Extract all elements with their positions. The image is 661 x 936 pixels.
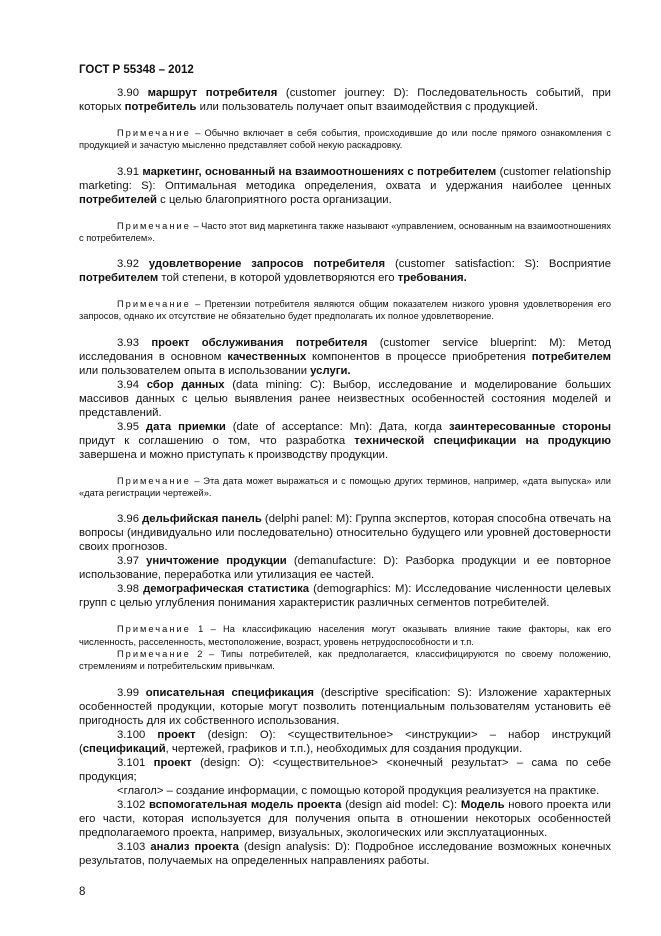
note-paragraph bbox=[79, 298, 611, 323]
term-definition bbox=[79, 86, 611, 114]
text-run: – Претензии потребителя являются общим показателем низкого уровня удовлетворения его запросов, однако их отсутствие не обязательно будет предполагать их полное удовлетворение. bbox=[79, 299, 611, 322]
bold-term: заинтересованные стороны bbox=[449, 420, 611, 433]
note-paragraph bbox=[79, 127, 611, 152]
bold-term: проект bbox=[153, 756, 192, 769]
bold-term: спецификаций bbox=[82, 742, 166, 755]
text-run: (design aid model: C): bbox=[341, 798, 461, 811]
text-run: 3.96 bbox=[117, 513, 143, 526]
term-definition bbox=[79, 686, 611, 728]
text-run: той степени, в которой удовлетворяются его bbox=[158, 272, 398, 285]
bold-term: потребителем bbox=[79, 272, 159, 285]
bold-term: описательная спецификация bbox=[145, 686, 315, 699]
text-run: нового проекта или его части, которая используется для получения опыта в отношении некоторых особенностей предполагаемого проекта, например, визуальных, экологических или эксплуатационных. bbox=[79, 798, 611, 839]
text-run: 3.99 bbox=[117, 686, 146, 699]
term-definition bbox=[79, 378, 611, 420]
document-header: ГОСТ Р 55348 – 2012 bbox=[79, 64, 194, 76]
term-definition bbox=[79, 756, 611, 784]
note-label: Примечание bbox=[117, 475, 191, 486]
text-run: , чертежей, графиков и т.п.), необходимых для создания продукции. bbox=[165, 742, 523, 755]
bold-term: уничтожение продукции bbox=[146, 555, 287, 568]
text-run: (demographics: M): Исследование численности целевых групп с целью углубления понимания характеристик различных сегментов потребителей. bbox=[79, 583, 611, 610]
note-paragraph bbox=[79, 220, 611, 245]
text-run: – Обычно включает в себя события, происходившие до или после прямого ознакомления с продукцией и зачастую мысленно представляет собой некую раскадровку. bbox=[79, 128, 611, 151]
text-run: 3.94 bbox=[117, 378, 147, 391]
bold-term: потребителем bbox=[531, 350, 611, 363]
bold-term: дельфийская панель bbox=[142, 513, 262, 526]
text-run: (descriptive specification: S): Изложение характерных особенностей продукции, которые могут позволить потенциальным пользователям установить её пригодность для их собственного использования. bbox=[79, 686, 611, 727]
text-run: 2 – Типы потребителей, как предполагается, классифицируются по своему положению, стремлениям и потребительским привычкам. bbox=[79, 648, 611, 672]
note-label: Примечание bbox=[117, 220, 191, 231]
text-run: (customer journey: D): Последовательность событий, при которых bbox=[79, 87, 611, 113]
text-run: компонентов в процессе приобретения bbox=[306, 350, 532, 363]
term-definition bbox=[79, 798, 611, 840]
term-definition bbox=[79, 728, 611, 756]
text-run: (date of acceptance: Mn): Дата, когда bbox=[225, 420, 450, 433]
text-run: <глагол> – создание информации, с помощью которой продукция реализуется на практике. bbox=[117, 784, 600, 797]
bold-term: вспомогательная модель проекта bbox=[148, 798, 342, 811]
term-definition bbox=[79, 582, 611, 610]
text-run: 3.100 bbox=[117, 728, 158, 741]
text-run: – Эта дата может выражаться и с помощью других терминов, например, «дата выпуска» или «дата регистрации чертежей». bbox=[79, 475, 611, 499]
text-run: 3.102 bbox=[117, 798, 149, 811]
text-run: (customer service blueprint: M): Метод исследования в основном bbox=[79, 336, 611, 363]
note-label: Примечание bbox=[117, 624, 191, 635]
term-definition bbox=[79, 257, 611, 285]
text-run: (customer satisfaction: S): Восприятие bbox=[385, 258, 611, 271]
note-label: Примечание bbox=[117, 299, 191, 310]
text-run: завершена и можно приступать к производству продукции. bbox=[79, 448, 389, 461]
term-definition bbox=[79, 784, 611, 798]
term-definition bbox=[79, 420, 611, 462]
text-run: 3.90 bbox=[117, 87, 148, 99]
page-number: 8 bbox=[79, 886, 86, 898]
bold-term: проект bbox=[157, 728, 196, 741]
text-run: 3.103 bbox=[117, 840, 151, 853]
text-run: 3.91 bbox=[117, 165, 143, 178]
bold-term: потребителей bbox=[79, 193, 158, 206]
text-run: (demanufacture: D): Разборка продукции и ее повторное использование, переработка или утилизация ее частей. bbox=[79, 555, 611, 582]
term-definition bbox=[79, 512, 611, 554]
note-label: Примечание bbox=[117, 648, 191, 659]
term-definition bbox=[79, 336, 611, 378]
text-run: (data mining: C): Выбор, исследование и моделирование больших массивов данных с целью выявления ранее неизвестных особенностей состояния моделей и представлений. bbox=[79, 378, 611, 419]
text-run: 3.98 bbox=[117, 583, 144, 596]
note-label: Примечание bbox=[117, 128, 191, 138]
bold-term: проект обслуживания потребителя bbox=[151, 336, 368, 349]
text-run: 3.93 bbox=[117, 336, 152, 349]
document-body bbox=[79, 86, 611, 868]
bold-term: качественных bbox=[227, 350, 307, 363]
text-run: или пользователь получает опыт взаимодействия с продукцией. bbox=[196, 101, 538, 113]
text-run: 3.92 bbox=[117, 258, 149, 271]
bold-term: маршрут потребителя bbox=[147, 87, 278, 99]
text-run: придут к соглашению о том, что разработка bbox=[79, 434, 355, 447]
text-run: – Часто этот вид маркетинга также называют «управлением, основанным на взаимоотношениях с потребителем». bbox=[79, 220, 611, 243]
bold-term: дата приемки bbox=[145, 420, 226, 433]
bold-term: сбор данных bbox=[146, 378, 225, 391]
bold-term: Модель bbox=[460, 798, 505, 811]
note-paragraph bbox=[79, 648, 611, 673]
text-run: (delphi panel: M): Группа экспертов, которая способна отвечать на вопросы (индивидуально или последовательно) относительно будущего или уровней достоверности своих прогнозов. bbox=[79, 513, 611, 554]
text-run: с целью благоприятного роста организации. bbox=[157, 193, 392, 206]
bold-term: маркетинг, основанный на взаимоотношениях с потребителем bbox=[142, 165, 497, 178]
bold-term: услуги. bbox=[310, 364, 351, 377]
text-run: или пользователем опыта в использовании bbox=[79, 364, 311, 377]
bold-term: анализ проекта bbox=[150, 840, 239, 853]
text-run: (design analysis: D): Подробное исследование возможных конечных результатов, получаемых на определенных направлениях работы. bbox=[79, 840, 611, 867]
text-run: 3.95 bbox=[117, 420, 146, 433]
bold-term: требования. bbox=[397, 272, 467, 285]
text-run: 3.97 bbox=[117, 555, 147, 568]
bold-term: технической спецификации на продукцию bbox=[354, 434, 612, 447]
bold-term: демографическая статистика bbox=[143, 583, 310, 596]
text-run: (design: O): <существительное> <инструкции> – набор инструкций ( bbox=[79, 728, 611, 755]
text-run: 3.101 bbox=[117, 756, 154, 769]
bold-term: потребитель bbox=[124, 101, 197, 113]
term-definition bbox=[79, 554, 611, 582]
note-paragraph bbox=[79, 475, 611, 500]
text-run: 1 – На классификацию населения могут оказывать влияние такие факторы, как его численность, расселенность, местоположение, возраст, уровень нетрудоспособности и т.п. bbox=[79, 624, 611, 647]
bold-term: удовлетворение запросов потребителя bbox=[148, 258, 386, 271]
text-run: (design: O): <существительное> <конечный результат> – сама по себе продукция; bbox=[79, 756, 611, 783]
term-definition bbox=[79, 165, 611, 207]
text-run: (customer relationship marketing: S): Оптимальная методика определения, охвата и удержания наиболее ценных bbox=[79, 165, 611, 192]
note-paragraph bbox=[79, 623, 611, 648]
term-definition bbox=[79, 840, 611, 868]
